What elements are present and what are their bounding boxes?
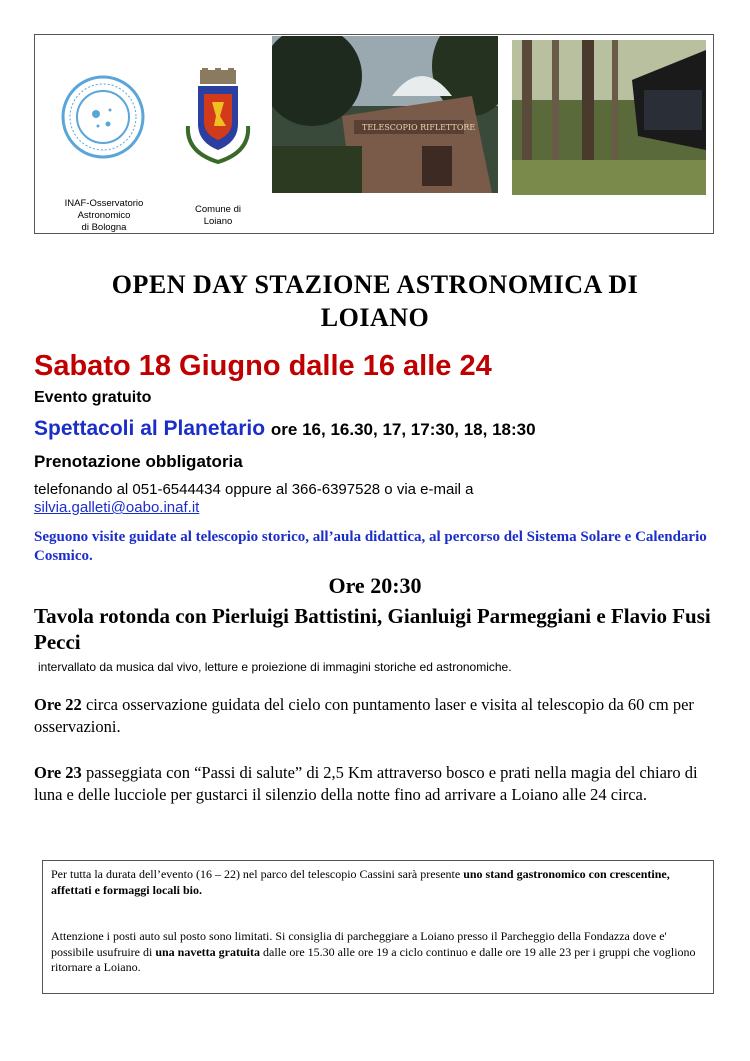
comune-caption-line: Loiano: [203, 216, 233, 227]
info-box: [42, 860, 714, 994]
title-line: LOIANO: [320, 303, 430, 332]
inaf-caption-line: di Bologna: [81, 222, 127, 233]
round-table-text: Tavola rotonda con Pierluigi Battistini, Gianluigi Parmeggiani e Flavio Fusi Pecci: [34, 604, 711, 654]
stand-bold: uno stand gastronomico con crescentine, affettati e formaggi locali bio.: [51, 867, 670, 897]
page-title: [0, 268, 750, 334]
email-link[interactable]: silvia.galleti@oabo.inaf.it: [34, 499, 200, 516]
inaf-caption: [52, 198, 156, 234]
interval-note: intervallato da musica dal vivo, letture e proiezione di immagini storiche ed astronomiche.: [38, 660, 512, 674]
free-event-label: Evento gratuito: [34, 389, 152, 406]
ore23-paragraph: [34, 762, 724, 806]
shuttle-bold: una navetta gratuita: [155, 944, 260, 959]
stand-text: Per tutta la durata dell’evento (16 – 22) nel parco del telescopio Cassini sarà presente: [51, 867, 464, 881]
visits-text: Seguono visite guidate al telescopio storico, all’aula didattica, al percorso del Sistema Solare e Calendario Cosmico.: [34, 529, 707, 564]
booking-info: [34, 481, 474, 517]
comune-crest-icon: [180, 66, 256, 166]
inaf-caption-line: INAF-Osservatorio: [64, 198, 144, 209]
photo-sign-text: TELESCOPIO RIFLETTORE: [362, 123, 476, 132]
booking-text: telefonando al 051-6544434 oppure al 366-6397528 o via e-mail a: [34, 481, 474, 498]
parking-text: Attenzione i posti auto sul posto sono limitati. Si consiglia di parcheggiare a Loiano presso il Parcheggio della Fondazza dove e' possibile usufruire di: [51, 929, 667, 959]
observatory-photo: [272, 36, 498, 193]
title-line: OPEN DAY STAZIONE ASTRONOMICA DI: [111, 270, 639, 299]
planetarium-times: ore 16, 16.30, 17, 17:30, 18, 18:30: [270, 420, 536, 439]
ore22-text: circa osservazione guidata del cielo con puntamento laser e visita al telescopio da 60 cm per osservazioni.: [34, 695, 694, 736]
parking-text-2: dalle ore 15.30 alle ore 19 a ciclo continuo e dalle ore 19 alle 23 per i gruppi che vogliono ritornare a Loiano.: [51, 944, 696, 974]
booking-heading: Prenotazione obbligatoria: [34, 452, 243, 471]
forest-photo: [512, 40, 706, 195]
comune-caption: [178, 204, 258, 228]
event-date: Sabato 18 Giugno dalle 16 alle 24: [34, 350, 492, 382]
ore22-label: Ore 22: [34, 695, 82, 714]
inaf-logo: [60, 74, 146, 160]
comune-caption-line: Comune di: [195, 204, 241, 215]
ore22-paragraph: [34, 694, 724, 738]
time-2030-heading: Ore 20:30: [328, 573, 422, 598]
stand-paragraph: [51, 867, 705, 898]
parking-paragraph: [51, 929, 705, 976]
inaf-caption-line: Astronomico: [77, 210, 131, 221]
ore23-label: Ore 23: [34, 763, 82, 782]
ore23-text: passeggiata con “Passi di salute” di 2,5 Km attraverso bosco e prati nella magia del chiaro di luna e delle lucciole per gustarci il silenzio della notte fino ad arrivare a Loiano alle 24 circa.: [34, 763, 698, 804]
planetarium-line: [34, 417, 536, 441]
planetarium-label: Spettacoli al Planetario: [34, 417, 266, 440]
